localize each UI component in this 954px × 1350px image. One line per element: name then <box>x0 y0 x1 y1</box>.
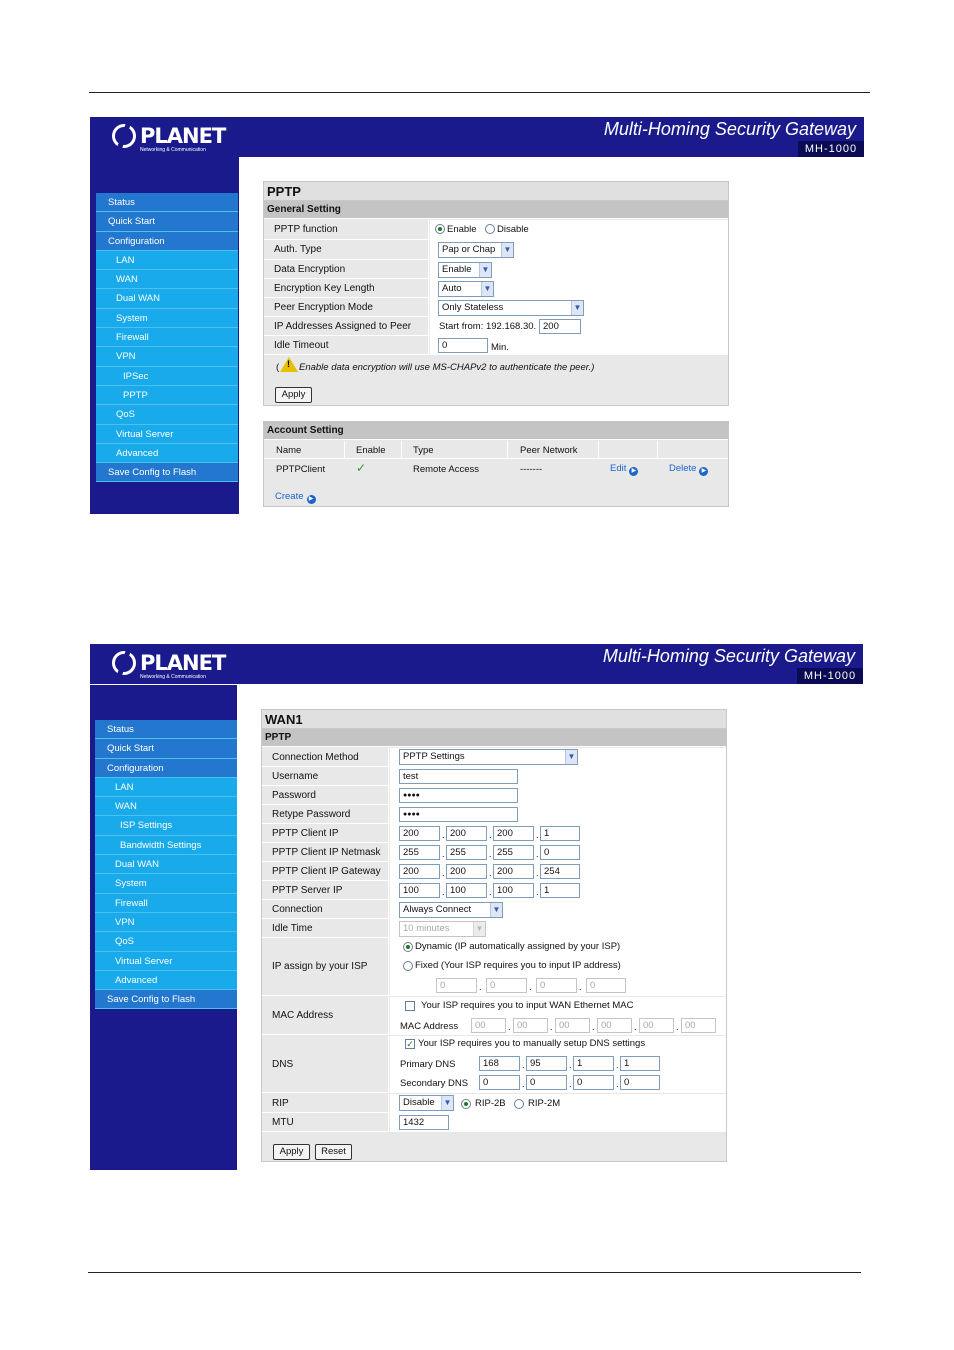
menu-vpn[interactable]: VPN <box>95 913 237 932</box>
connection-method-select[interactable]: PPTP Settings ▼ <box>399 749 578 765</box>
secondary-dns-octet-1[interactable]: 0 <box>479 1075 520 1090</box>
chevron-down-icon: ▼ <box>571 301 583 315</box>
account-table-header <box>264 441 728 459</box>
label: Retype Password <box>262 805 389 823</box>
menu-isp-settings[interactable]: ISP Settings <box>95 816 237 835</box>
mac-octet-3[interactable]: 00 <box>555 1018 590 1033</box>
table-row <box>264 460 728 478</box>
apply-button[interactable]: Apply <box>275 387 312 403</box>
mac-octet-1[interactable]: 00 <box>471 1018 506 1033</box>
arrow-right-icon: ▶ <box>307 495 316 504</box>
server-ip-octet-3[interactable]: 100 <box>493 883 534 898</box>
retype-password-input[interactable]: ●●●● <box>399 807 518 822</box>
gateway-octet-4[interactable]: 254 <box>540 864 580 879</box>
screenshot-wan1 <box>90 644 864 1170</box>
dns-check-label: Your ISP requires you to manually setup DNS settings <box>418 1038 646 1049</box>
menu-system[interactable]: System <box>95 874 237 893</box>
mtu-input[interactable]: 1432 <box>399 1115 449 1130</box>
account-setting-header: Account Setting <box>264 422 728 440</box>
label: PPTP Client IP <box>262 824 389 842</box>
row-peer-mode <box>264 298 728 317</box>
menu-system[interactable]: System <box>96 309 238 328</box>
client-ip-octet-4[interactable]: 1 <box>540 826 580 841</box>
row-netmask: PPTP Client IP Netmask 255 . 255 . 255 . 0 <box>262 843 726 862</box>
enable-label: Enable <box>447 224 477 235</box>
mac-octet-6[interactable]: 00 <box>681 1018 716 1033</box>
mac-octet-2[interactable]: 00 <box>513 1018 548 1033</box>
logo-text: PLANET <box>140 124 226 148</box>
sidebar <box>90 157 239 514</box>
menu-vpn[interactable]: VPN <box>96 347 238 366</box>
mac-octet-5[interactable]: 00 <box>639 1018 674 1033</box>
netmask-octet-2[interactable]: 255 <box>446 845 487 860</box>
netmask-octet-1[interactable]: 255 <box>399 845 440 860</box>
secondary-dns-octet-4[interactable]: 0 <box>620 1075 660 1090</box>
mac-address-label: MAC Address <box>400 1021 459 1032</box>
row-auth-type <box>264 240 728 260</box>
auth-type-select[interactable]: Pap or Chap ▼ <box>438 242 514 258</box>
menu-status[interactable]: Status <box>96 193 238 212</box>
chevron-down-icon: ▼ <box>473 922 485 936</box>
account-type: Remote Access <box>413 464 479 475</box>
planet-logo-icon <box>112 124 136 148</box>
row-data-encryption <box>264 260 728 279</box>
pptp-general-panel <box>263 181 729 406</box>
password-input[interactable]: ●●●● <box>399 788 518 803</box>
header-rule <box>89 92 870 93</box>
menu-virtual-server[interactable]: Virtual Server <box>96 425 238 444</box>
account-setting-panel <box>263 421 729 507</box>
start-from-label: Start from: 192.168.30. <box>439 321 537 332</box>
menu-firewall[interactable]: Firewall <box>96 328 238 347</box>
menu-advanced[interactable]: Advanced <box>95 971 237 990</box>
idle-timeout-input[interactable]: 0 <box>438 338 488 353</box>
note-open: ( <box>276 362 280 373</box>
server-ip-octet-4[interactable]: 1 <box>540 883 580 898</box>
arrow-right-icon: ▶ <box>629 467 638 476</box>
banner <box>90 117 864 157</box>
key-length-select[interactable]: Auto ▼ <box>438 281 494 297</box>
primary-dns-octet-2[interactable]: 95 <box>526 1056 567 1071</box>
page-title: PPTP <box>264 182 728 201</box>
logo-subtext: Networking & Communication <box>140 147 206 153</box>
label: DNS <box>262 1036 389 1092</box>
encryption-note: Enable data encryption will use MS-CHAPv2 to authenticate the peer.) <box>299 362 595 373</box>
gateway-octet-3[interactable]: 200 <box>493 864 534 879</box>
label: Encryption Key Length <box>264 279 429 297</box>
row-client-ip: PPTP Client IP 200 . 200 . 200 . 1 <box>262 824 726 843</box>
menu-quick-start[interactable]: Quick Start <box>96 212 238 231</box>
menu-bandwidth-settings[interactable]: Bandwidth Settings <box>95 836 237 855</box>
model-badge: MH-1000 <box>798 141 864 157</box>
menu-dual-wan[interactable]: Dual WAN <box>95 855 237 874</box>
label: Password <box>262 786 389 804</box>
planet-logo <box>112 650 226 680</box>
model-badge: MH-1000 <box>797 668 863 684</box>
chevron-down-icon: ▼ <box>565 750 577 764</box>
label: IP assign by your ISP <box>262 938 389 995</box>
label: Idle Timeout <box>264 336 429 354</box>
account-name: PPTPClient <box>276 464 326 475</box>
menu-quick-start[interactable]: Quick Start <box>95 739 237 758</box>
row-gateway: PPTP Client IP Gateway 200 . 200 . 200 . 254 <box>262 862 726 881</box>
menu-wan[interactable]: WAN <box>96 270 238 289</box>
chevron-down-icon: ▼ <box>501 243 513 257</box>
account-enabled-check-icon: ✓ <box>356 461 367 475</box>
connection-select[interactable]: Always Connect ▼ <box>399 902 503 918</box>
sidebar-menu <box>96 193 238 482</box>
dynamic-ip-radio[interactable] <box>403 942 413 952</box>
fixed-ip-label: Fixed (Your ISP requires you to input IP address) <box>415 960 621 971</box>
row-dns: DNS ✓ Your ISP requires you to manually setup DNS settings Primary DNS 168 . 95 . 1 . 1 Secondary DNS 0 . 0 . 0 . 0 <box>262 1036 726 1093</box>
label: Data Encryption <box>264 260 429 278</box>
disable-radio[interactable] <box>485 224 495 234</box>
netmask-octet-4[interactable]: 0 <box>540 845 580 860</box>
fixed-ip-octet-4[interactable]: 0 <box>586 978 626 993</box>
server-ip-octet-1[interactable]: 100 <box>399 883 440 898</box>
banner <box>90 644 863 684</box>
product-title: Multi-Homing Security Gateway <box>602 646 855 666</box>
row-mac-address: MAC Address Your ISP requires you to input WAN Ethernet MAC MAC Address 00 . 00 . 00 . 00 . 00 . 00 <box>262 997 726 1035</box>
menu-virtual-server[interactable]: Virtual Server <box>95 952 237 971</box>
primary-dns-octet-4[interactable]: 1 <box>620 1056 660 1071</box>
mac-octet-4[interactable]: 00 <box>597 1018 632 1033</box>
primary-dns-label: Primary DNS <box>400 1059 456 1070</box>
row-ip-assign: IP assign by your ISP Dynamic (IP automatically assigned by your ISP) Fixed (Your ISP requires you to input IP address) 0 . 0 . 0 . 0 <box>262 938 726 996</box>
fixed-ip-octet-1[interactable]: 0 <box>436 978 477 993</box>
row-connection <box>262 900 726 919</box>
reset-button[interactable]: Reset <box>315 1144 352 1160</box>
edit-link[interactable]: Edit ▶ <box>610 463 638 476</box>
menu-save-config[interactable]: Save Config to Flash <box>96 463 238 482</box>
col-enable: Enable <box>356 445 386 456</box>
fixed-ip-octet-3[interactable]: 0 <box>536 978 577 993</box>
rip-2b-label: RIP-2B <box>475 1098 506 1109</box>
dns-checkbox[interactable]: ✓ <box>406 1039 414 1049</box>
row-idle-time <box>262 919 726 938</box>
server-ip-octet-2[interactable]: 100 <box>446 883 487 898</box>
row-pptp-function <box>264 220 728 240</box>
menu-configuration[interactable]: Configuration <box>96 232 238 251</box>
rip-2m-label: RIP-2M <box>528 1098 561 1109</box>
row-mtu <box>262 1113 726 1132</box>
col-name: Name <box>276 445 302 456</box>
mac-checkbox[interactable] <box>405 1001 415 1011</box>
menu-configuration[interactable]: Configuration <box>95 759 237 778</box>
peer-mode-select[interactable]: Only Stateless ▼ <box>438 300 584 316</box>
row-retype-password <box>262 805 726 824</box>
idle-time-select[interactable]: 10 minutes ▼ <box>399 921 486 937</box>
account-peer: ------- <box>520 464 543 475</box>
data-encryption-select[interactable]: Enable ▼ <box>438 262 492 278</box>
apply-button[interactable]: Apply <box>273 1144 310 1160</box>
menu-save-config[interactable]: Save Config to Flash <box>95 990 237 1009</box>
planet-logo-icon <box>112 651 136 675</box>
sidebar <box>90 685 237 1170</box>
row-connection-method <box>262 748 726 767</box>
chevron-down-icon: ▼ <box>481 282 493 296</box>
dynamic-ip-label: Dynamic (IP automatically assigned by your ISP) <box>415 941 621 952</box>
rip-2m-radio[interactable] <box>514 1099 524 1109</box>
logo-subtext: Networking & Communication <box>140 674 206 680</box>
secondary-dns-octet-2[interactable]: 0 <box>526 1075 567 1090</box>
row-key-length <box>264 279 728 298</box>
username-input[interactable]: test <box>399 769 518 784</box>
min-unit: Min. <box>491 342 509 353</box>
menu-ipsec[interactable]: IPSec <box>96 367 238 386</box>
row-ip-assigned <box>264 317 728 336</box>
row-idle-timeout <box>264 336 728 355</box>
primary-dns-octet-1[interactable]: 168 <box>479 1056 520 1071</box>
row-username <box>262 767 726 786</box>
footer-rule <box>88 1272 861 1273</box>
row-server-ip: PPTP Server IP 100 . 100 . 100 . 1 <box>262 881 726 900</box>
client-ip-octet-2[interactable]: 200 <box>446 826 487 841</box>
col-peer-network: Peer Network <box>520 445 578 456</box>
menu-dual-wan[interactable]: Dual WAN <box>96 289 238 308</box>
label: Connection <box>262 900 389 918</box>
menu-qos[interactable]: QoS <box>95 932 237 951</box>
planet-logo <box>112 123 226 153</box>
warning-icon: ! <box>280 357 298 372</box>
disable-label: Disable <box>497 224 529 235</box>
delete-link[interactable]: Delete ▶ <box>669 463 708 476</box>
page-title: WAN1 <box>262 710 726 729</box>
label: Idle Time <box>262 919 389 937</box>
start-ip-input[interactable]: 200 <box>539 319 581 334</box>
fixed-ip-radio[interactable] <box>403 961 413 971</box>
wan1-panel <box>261 709 727 1162</box>
sidebar-menu <box>95 720 237 1009</box>
chevron-down-icon: ▼ <box>441 1096 453 1110</box>
menu-lan[interactable]: LAN <box>96 251 238 270</box>
logo-text: PLANET <box>140 651 226 675</box>
mac-check-label: Your ISP requires you to input WAN Ethernet MAC <box>421 1000 634 1011</box>
menu-firewall[interactable]: Firewall <box>95 894 237 913</box>
label: PPTP function <box>264 220 429 239</box>
create-link[interactable]: Create ▶ <box>275 491 316 504</box>
chevron-down-icon: ▼ <box>490 903 502 917</box>
row-rip <box>262 1094 726 1113</box>
client-ip-octet-3[interactable]: 200 <box>493 826 534 841</box>
secondary-dns-label: Secondary DNS <box>400 1078 469 1089</box>
row-password <box>262 786 726 805</box>
label: Peer Encryption Mode <box>264 298 429 316</box>
menu-qos[interactable]: QoS <box>96 405 238 424</box>
label: IP Addresses Assigned to Peer <box>264 317 429 335</box>
general-setting-header: General Setting <box>264 201 728 219</box>
gateway-octet-1[interactable]: 200 <box>399 864 440 879</box>
menu-status[interactable]: Status <box>95 720 237 739</box>
menu-wan[interactable]: WAN <box>95 797 237 816</box>
label: PPTP Server IP <box>262 881 389 899</box>
label: RIP <box>262 1094 389 1112</box>
product-title: Multi-Homing Security Gateway <box>603 119 856 139</box>
label: Username <box>262 767 389 785</box>
label: MAC Address <box>262 997 389 1034</box>
label: PPTP Client IP Netmask <box>262 843 389 861</box>
pptp-subheader: PPTP <box>262 729 726 747</box>
primary-dns-octet-3[interactable]: 1 <box>573 1056 614 1071</box>
menu-lan[interactable]: LAN <box>95 778 237 797</box>
screenshot-pptp <box>90 117 864 514</box>
client-ip-octet-1[interactable]: 200 <box>399 826 440 841</box>
arrow-right-icon: ▶ <box>699 467 708 476</box>
label: MTU <box>262 1113 389 1131</box>
secondary-dns-octet-3[interactable]: 0 <box>573 1075 614 1090</box>
label: Auth. Type <box>264 240 429 259</box>
label: Connection Method <box>262 748 389 766</box>
menu-pptp[interactable]: PPTP <box>96 386 238 405</box>
gateway-octet-2[interactable]: 200 <box>446 864 487 879</box>
fixed-ip-octet-2[interactable]: 0 <box>486 978 527 993</box>
netmask-octet-3[interactable]: 255 <box>493 845 534 860</box>
menu-advanced[interactable]: Advanced <box>96 444 238 463</box>
chevron-down-icon: ▼ <box>479 263 491 277</box>
label: PPTP Client IP Gateway <box>262 862 389 880</box>
rip-2b-radio[interactable] <box>461 1099 471 1109</box>
col-type: Type <box>413 445 434 456</box>
rip-select[interactable]: Disable ▼ <box>399 1095 454 1111</box>
enable-radio[interactable] <box>435 224 445 234</box>
